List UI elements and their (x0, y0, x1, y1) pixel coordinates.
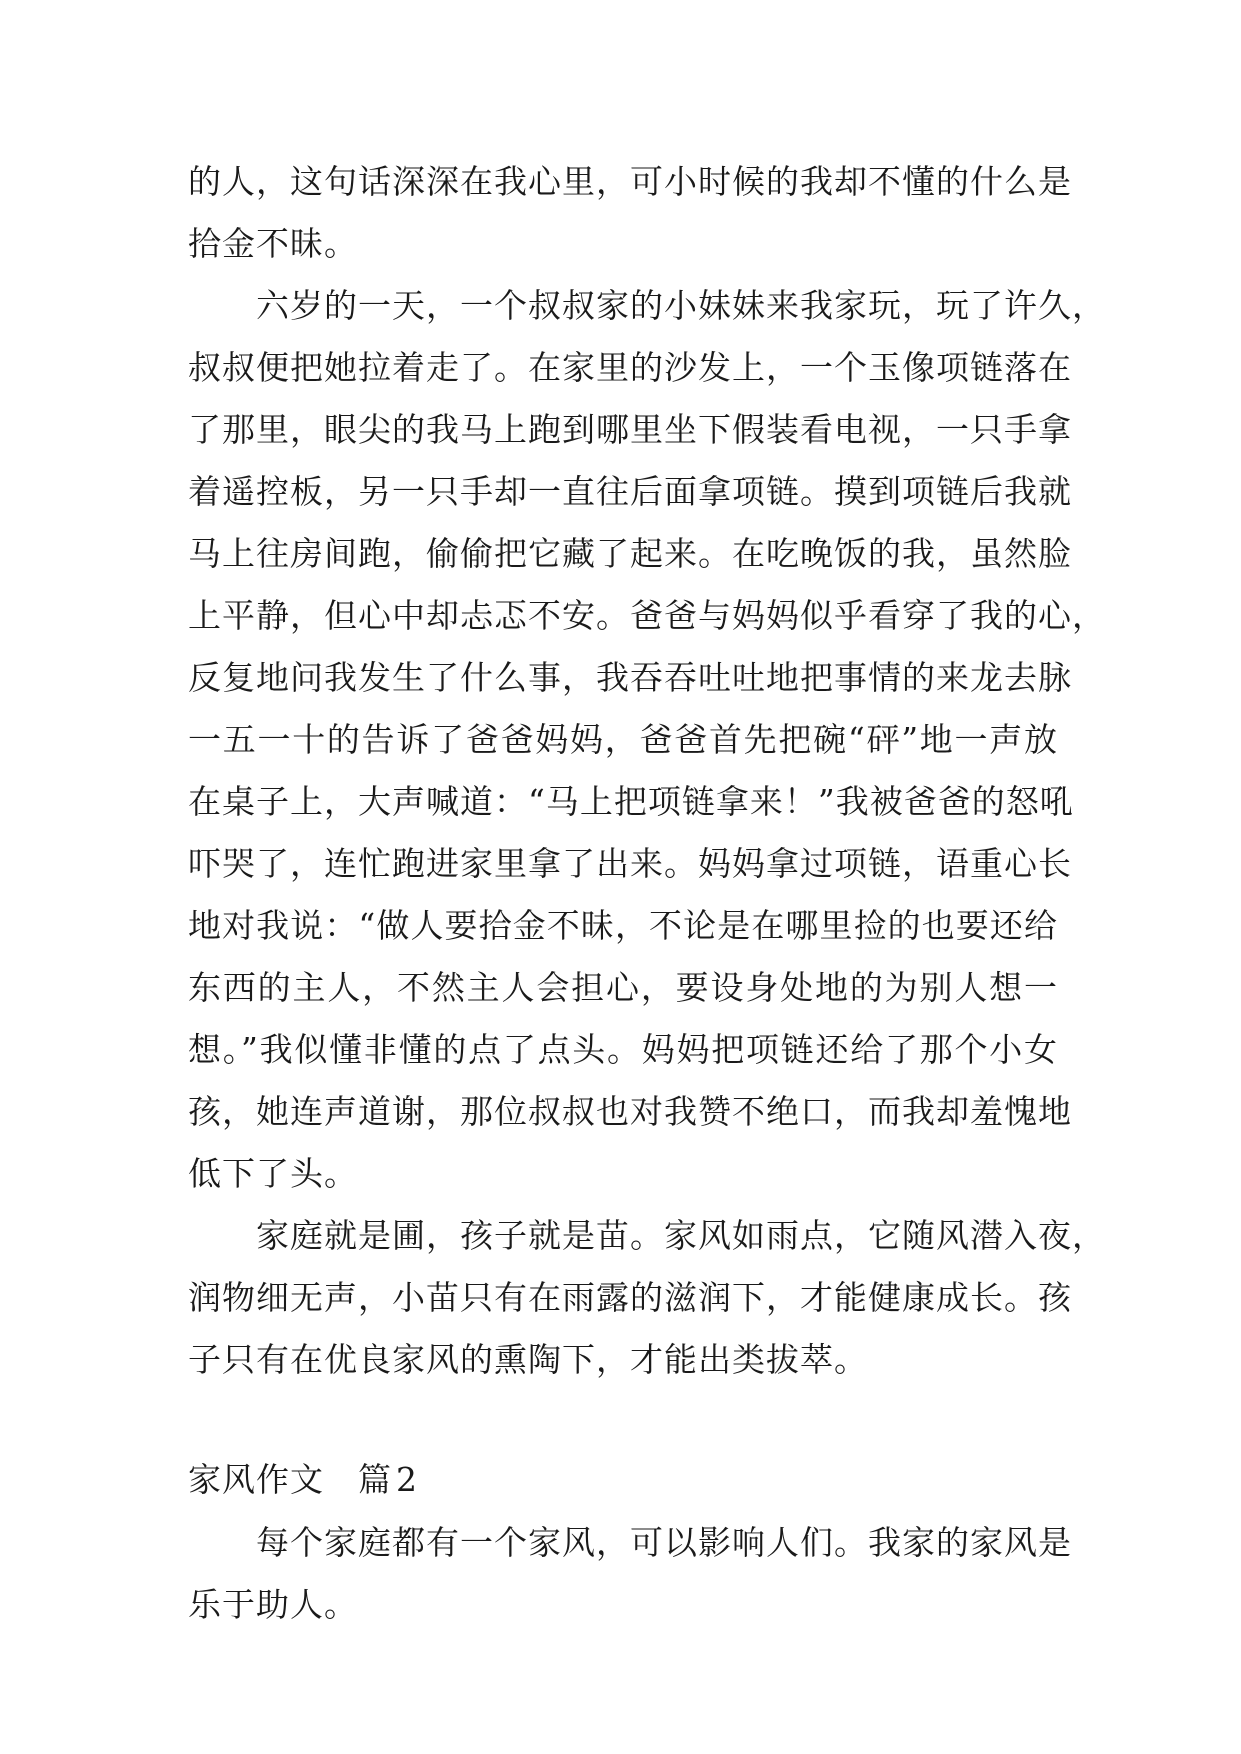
text-line: 吓哭了，连忙跑进家里拿了出来。妈妈拿过项链，语重心长 (188, 844, 1072, 883)
section-spacer (188, 1391, 1058, 1448)
text-line: 在桌子上，大声喊道：“马上把项链拿来！”我被爸爸的怒吼 (188, 782, 1074, 821)
text-line: 想。”我似懂非懂的点了点头。妈妈把项链还给了那个小女 (188, 1030, 1058, 1069)
section-heading (188, 1448, 1058, 1512)
text-line: 了那里，眼尖的我马上跑到哪里坐下假装看电视，一只手拿 (188, 410, 1072, 449)
section-title: 家风作文 篇 (188, 1460, 392, 1499)
text-line: 拾金不昧。 (188, 224, 358, 263)
text-line: 乐于助人。 (188, 1585, 358, 1624)
paragraph-conclusion (188, 1205, 1106, 1391)
text-line: 的人，这句话深深在我心里，可小时候的我却不懂的什么是 (188, 162, 1072, 201)
text-line: 家庭就是圃，孩子就是苗。家风如雨点，它随风潜入夜， (188, 1216, 1106, 1255)
text-line: 反复地问我发生了什么事，我吞吞吐吐地把事情的来龙去脉 (188, 658, 1072, 697)
paragraph-story (188, 275, 1106, 1205)
text-line: 六岁的一天，一个叔叔家的小妹妹来我家玩，玩了许久， (188, 286, 1106, 325)
document-body (188, 151, 1106, 1636)
text-line: 地对我说：“做人要拾金不昧，不论是在哪里捡的也要还给 (188, 906, 1058, 945)
text-line: 上平静，但心中却忐忑不安。爸爸与妈妈似乎看穿了我的心， (188, 596, 1106, 635)
text-line: 每个家庭都有一个家风，可以影响人们。我家的家风是 (188, 1523, 1072, 1562)
text-line: 叔叔便把她拉着走了。在家里的沙发上，一个玉像项链落在 (188, 348, 1072, 387)
text-line: 马上往房间跑，偷偷把它藏了起来。在吃晚饭的我，虽然脸 (188, 534, 1072, 573)
text-line: 着遥控板，另一只手却一直往后面拿项链。摸到项链后我就 (188, 472, 1072, 511)
paragraph-continued (188, 151, 1072, 275)
text-line: 润物细无声，小苗只有在雨露的滋润下，才能健康成长。孩 (188, 1278, 1072, 1317)
text-line: 低下了头。 (188, 1154, 358, 1193)
paragraph-essay-2-intro (188, 1512, 1072, 1636)
text-line: 子只有在优良家风的熏陶下，才能出类拔萃。 (188, 1340, 868, 1379)
text-line: 一五一十的告诉了爸爸妈妈，爸爸首先把碗“砰”地一声放 (188, 720, 1058, 759)
section-number: 2 (396, 1460, 418, 1499)
text-line: 孩，她连声道谢，那位叔叔也对我赞不绝口，而我却羞愧地 (188, 1092, 1072, 1131)
text-line: 东西的主人，不然主人会担心，要设身处地的为别人想一 (188, 968, 1058, 1007)
